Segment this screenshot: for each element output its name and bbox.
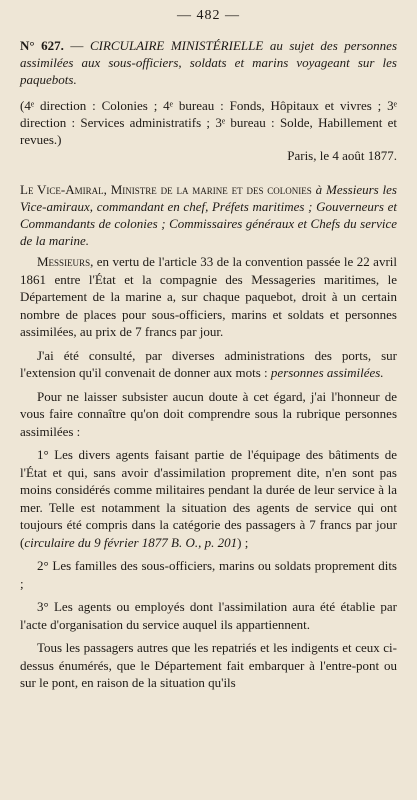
- page-number: — 482 —: [177, 8, 240, 23]
- salutation: Messieurs: [37, 254, 91, 269]
- circular-heading: CIRCULAIRE MINISTÉRIELLE: [89, 38, 264, 53]
- paragraph-7: Tous les passagers autres que les repatriés et les indigents et ceux ci-dessus énumérés, que le Département fait embarquer à l'entre-pont ou sur le pont, en raison de la situation qu'ils: [20, 640, 397, 690]
- title-dash: —: [63, 38, 90, 53]
- address-block: [20, 181, 397, 249]
- letter-body: [20, 253, 397, 698]
- circular-number: N° 627.: [20, 38, 64, 53]
- paragraph-5: 2° Les familles des sous-officiers, marins ou soldats proprement dits ;: [20, 558, 397, 591]
- paragraph-4: [20, 446, 397, 551]
- paragraph-2-text: J'ai été consulté, par diverses administrations des ports, sur l'extension qu'il convenait de donner aux mots :: [20, 347, 397, 380]
- date-line: Paris, le 4 août 1877.: [287, 148, 397, 163]
- sender: Le Vice-Amiral, Ministre de la marine et des colonies: [20, 182, 312, 197]
- paragraph-2-emphasis: personnes assimilées.: [270, 365, 384, 380]
- direction-note: (4ᵉ direction : Colonies ; 4ᵉ bureau : Fonds, Hôpitaux et vivres ; 3ᵉ direction : Services administratifs ; 3ᵉ bureau : Solde, Habillement et revues.): [20, 98, 397, 147]
- circular-title: [20, 37, 397, 88]
- paragraph-4-text: 1° Les divers agents faisant partie de l'équipage des bâtiments de l'État et qui, sans avoir d'assimilation proprement dite, n'en sont pas moins considérés comme militaires pendant la durée de leur service à la mer. Telle est notamment la situation des agents de service qui ont toujours été compris dans la catégorie des passagers à 7 francs par jour (: [20, 447, 397, 550]
- recipients: à Messieurs les Vice-amiraux, commandant en chef, Préfets maritimes ; Gouverneurs et Commandants de colonies ; Commissaires généraux et Chefs du service de la marine.: [20, 182, 397, 248]
- paragraph-4-end: ) ;: [237, 534, 249, 550]
- paragraph-6: 3° Les agents ou employés dont l'assimilation aura été établie par l'acte d'organisation du service auquel ils appartiennent.: [20, 599, 397, 632]
- paragraph-1: [20, 253, 397, 341]
- circular-reference: circulaire du 9 février 1877 B. O., p. 201: [24, 534, 238, 550]
- paragraph-2: [20, 347, 397, 382]
- circular-subject: au sujet des personnes assimilées aux sous-officiers, soldats et marins voyageant sur les paquebots.: [20, 38, 398, 87]
- paragraph-1-text: , en vertu de l'article 33 de la convention passée le 22 avril 1861 entre l'État et la compagnie des Messageries maritimes, le Département de la marine a, sur chaque paquebot, droit à un certain nombre de places pour sous-officiers, marins et soldats et personnes assimilées, au prix de 7 francs par jour.: [20, 254, 397, 339]
- paragraph-3: Pour ne laisser subsister aucun doute à cet égard, j'ai l'honneur de vous faire connaître qu'on doit comprendre sous la rubrique personnes assimilées :: [20, 388, 397, 439]
